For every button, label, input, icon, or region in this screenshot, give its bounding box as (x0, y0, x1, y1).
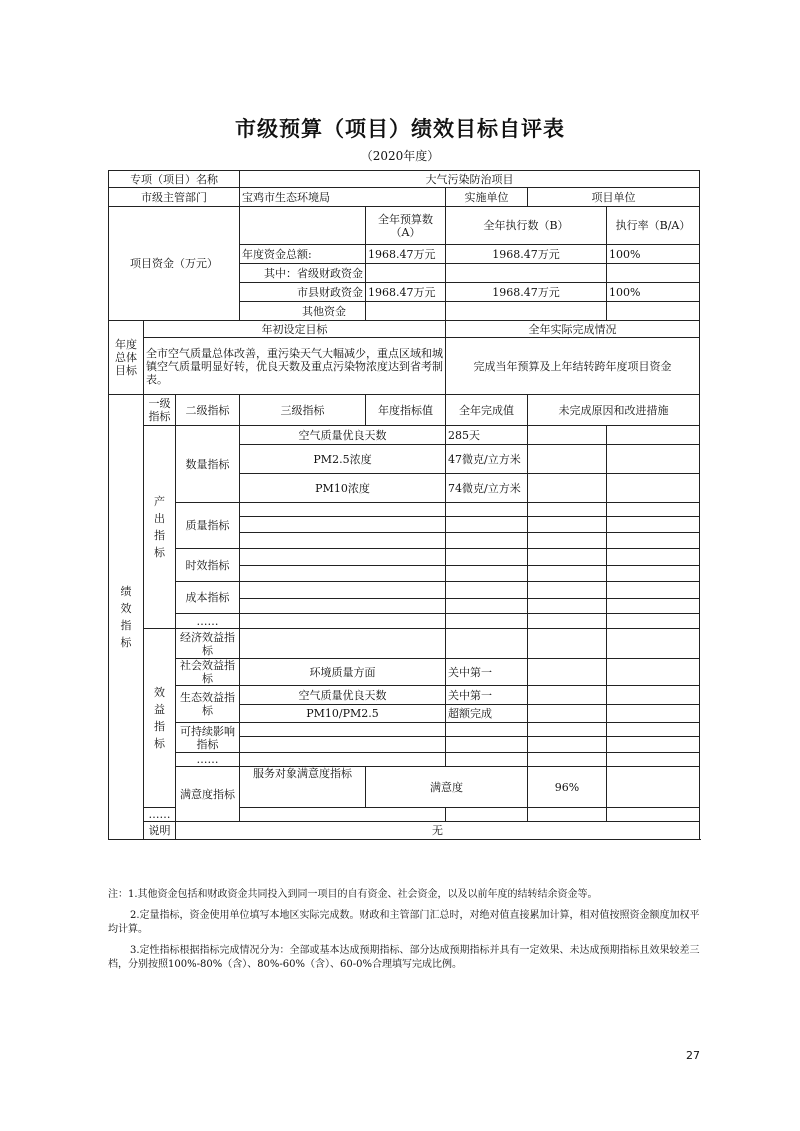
ellipsis: …… (176, 614, 240, 629)
funds-row-name: 市县财政资金 (240, 283, 366, 302)
funds-row-budget: 1968.47万元 (366, 245, 446, 264)
impl-value: 项目单位 (528, 188, 700, 207)
goal-label: 年度总体目标 (109, 321, 144, 395)
header-level1: 一级指标 (144, 395, 176, 426)
goal-set-text: 全市空气质量总体改善，重污染天气大幅减少，重点区域和城镇空气质量明显好转，优良天数及重点污染物浓度达到省考制表。 (144, 338, 446, 395)
header-level2: 二级指标 (176, 395, 240, 426)
dept-value: 宝鸡市生态环境局 (240, 188, 446, 207)
indicator-name: PM10/PM2.5 (240, 705, 446, 723)
header-reason: 未完成原因和改进措施 (528, 395, 700, 426)
ellipsis: …… (144, 808, 176, 822)
goal-actual-header: 全年实际完成情况 (446, 321, 700, 338)
indicator-name: 空气质量优良天数 (240, 686, 446, 705)
eco-label: 生态效益指标 (176, 686, 240, 723)
goal-actual-text: 完成当年预算及上年结转跨年度项目资金 (446, 338, 700, 395)
evaluation-table (108, 170, 700, 840)
header-actual: 全年完成值 (446, 395, 528, 426)
indicator-name: 满意度 (366, 767, 528, 808)
note-2: 2.定量指标，资金使用单位填写本地区实际完成数。财政和主管部门汇总时，对绝对值直接累加计算，相对值按照资金额度加权平均计算。 (108, 910, 700, 935)
service-label: 服务对象满意度指标 (240, 767, 366, 808)
indicator-actual: 关中第一 (446, 659, 528, 686)
indicator-actual: 96% (528, 767, 607, 808)
funds-label: 项目资金（万元） (109, 207, 240, 321)
remark-label: 说明 (144, 822, 176, 840)
indicator-actual: 关中第一 (446, 686, 528, 705)
project-name-label: 专项（项目）名称 (109, 171, 240, 188)
indicator-actual: 74微克/立方米 (446, 474, 528, 503)
satisfaction-label: 满意度指标 (176, 767, 240, 822)
goal-set-header: 年初设定目标 (144, 321, 446, 338)
page-title: 市级预算（项目）绩效目标自评表 (235, 117, 565, 141)
indicator-name: 环境质量方面 (240, 659, 446, 686)
funds-col-rate: 执行率（B/A） (607, 207, 700, 245)
indicator-name: PM10浓度 (240, 474, 446, 503)
funds-row-budget: 1968.47万元 (366, 283, 446, 302)
indicator-actual: 47微克/立方米 (446, 445, 528, 474)
indicator-name: PM2.5浓度 (240, 445, 446, 474)
note-1: 注：1.其他资金包括和财政资金共同投入到同一项目的自有资金、社会资金，以及以前年度的结转结余资金等。 (108, 889, 598, 900)
funds-row-exec (446, 302, 607, 321)
funds-col-exec: 全年执行数（B） (446, 207, 607, 245)
quantity-label: 数量指标 (176, 426, 240, 503)
sustain-label: 可持续影响指标 (176, 723, 240, 753)
funds-row-exec (446, 264, 607, 283)
funds-row-budget (366, 302, 446, 321)
funds-row-rate (607, 302, 700, 321)
indicator-actual: 超额完成 (446, 705, 528, 723)
remark-value: 无 (176, 822, 700, 840)
note-3: 3.定性指标根据指标完成情况分为：全部或基本达成预期指标、部分达成预期指标并具有一定效果、未达成预期指标且效果较差三档，分别按照100%-80%（含）、80%-60%（含）、60-0%合理填写完成比例。 (108, 945, 700, 970)
cost-label: 成本指标 (176, 582, 240, 614)
page-subtitle-year: （2020年度） (360, 149, 440, 163)
dept-label: 市级主管部门 (109, 188, 240, 207)
funds-blank (240, 207, 366, 245)
funds-row-rate (607, 264, 700, 283)
indicators-label: 绩效指标 (109, 395, 144, 840)
page-number: 27 (686, 1049, 700, 1062)
funds-row-rate: 100% (607, 283, 700, 302)
ellipsis: …… (176, 753, 240, 767)
project-name-value: 大气污染防治项目 (240, 171, 700, 188)
indicator-name: 空气质量优良天数 (240, 426, 446, 445)
funds-row-budget (366, 264, 446, 283)
indicator-actual: 285天 (446, 426, 528, 445)
funds-row-rate: 100% (607, 245, 700, 264)
funds-row-name: 其中：省级财政资金 (240, 264, 366, 283)
funds-row-name: 其他资金 (240, 302, 366, 321)
output-label: 产出指标 (144, 426, 176, 629)
header-target: 年度指标值 (366, 395, 446, 426)
funds-col-budget: 全年预算数（A） (366, 207, 446, 245)
benefit-label: 效益指标 (144, 629, 176, 808)
funds-row-name: 年度资金总额: (240, 245, 366, 264)
header-level3: 三级指标 (240, 395, 366, 426)
social-label: 社会效益指标 (176, 659, 240, 686)
quality-label: 质量指标 (176, 503, 240, 549)
timeliness-label: 时效指标 (176, 549, 240, 582)
econ-label: 经济效益指标 (176, 629, 240, 659)
impl-label: 实施单位 (446, 188, 528, 207)
funds-row-exec: 1968.47万元 (446, 283, 607, 302)
funds-row-exec: 1968.47万元 (446, 245, 607, 264)
